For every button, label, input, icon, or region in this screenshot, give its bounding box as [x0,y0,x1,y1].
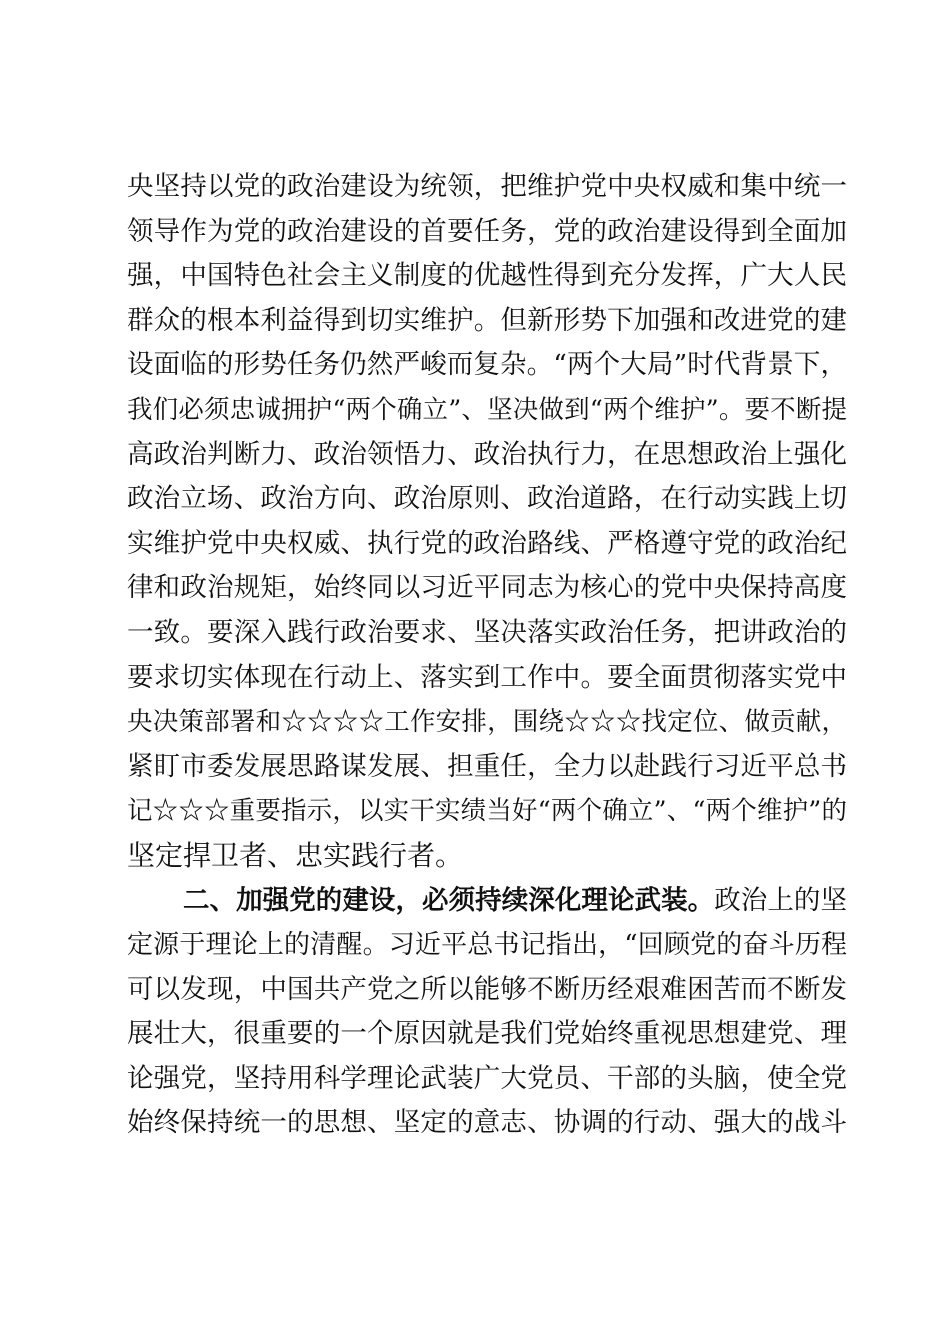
text-line: 始终保持统一的思想、坚定的意志、协调的行动、强大的战斗 [127,1107,847,1139]
text-line: 紧盯市委发展思路谋发展、担重任，全力以赴践行习近平总书 [127,750,847,782]
text-line: 实维护党中央权威、执行党的政治路线、严格遵守党的政治纪 [127,527,847,559]
text-run: 政治上的坚 [714,884,847,916]
text-line: 强，中国特色社会主义制度的优越性得到充分发挥，广大人民 [127,260,847,292]
text-line: 高政治判断力、政治领悟力、政治执行力，在思想政治上强化 [127,438,847,470]
text-line: 政治立场、政治方向、政治原则、政治道路，在行动实践上切 [127,483,847,515]
text-line: 论强党，坚持用科学理论武装广大党员、干部的头脑，使全党 [127,1062,847,1094]
text-line: 坚定捍卫者、忠实践行者。 [127,838,464,872]
text-line: 定源于理论上的清醒。习近平总书记指出，“回顾党的奋斗历程 [127,930,847,961]
document-body [127,165,847,1146]
text-line: 可以发现，中国共产党之所以能够不断历经艰难困苦而不断发 [127,973,847,1005]
text-line: 展壮大，很重要的一个原因就是我们党始终重视思想建党、理 [127,1018,847,1050]
text-line: 一致。要深入践行政治要求、坚决落实政治任务，把讲政治的 [127,616,847,648]
text-line: 央坚持以党的政治建设为统领，把维护党中央权威和集中统一 [127,171,847,202]
text-line: 设面临的形势任务仍然严峻而复杂。“两个大局”时代背景下， [127,349,847,381]
text-line: 要求切实体现在行动上、落实到工作中。要全面贯彻落实党中 [127,661,847,693]
text-line: 记☆☆☆重要指示，以实干实绩当好“两个确立”、“两个维护”的 [127,796,847,827]
paragraph-2 [127,879,847,1147]
text-line: 群众的根本利益得到切实维护。但新形势下加强和改进党的建 [127,304,847,336]
text-line: 律和政治规矩，始终同以习近平同志为核心的党中央保持高度 [127,572,847,604]
text-line: 我们必须忠诚拥护“两个确立”、坚决做到“两个维护”。要不断提 [127,394,847,425]
text-line: 央决策部署和☆☆☆☆工作安排，围绕☆☆☆找定位、做贡献， [127,707,847,738]
paragraph-first-line [127,879,847,924]
text-line: 领导作为党的政治建设的首要任务，党的政治建设得到全面加 [127,215,847,247]
paragraph-1 [127,165,847,879]
section-heading: 二、加强党的建设，必须持续深化理论武装。 [183,884,715,916]
